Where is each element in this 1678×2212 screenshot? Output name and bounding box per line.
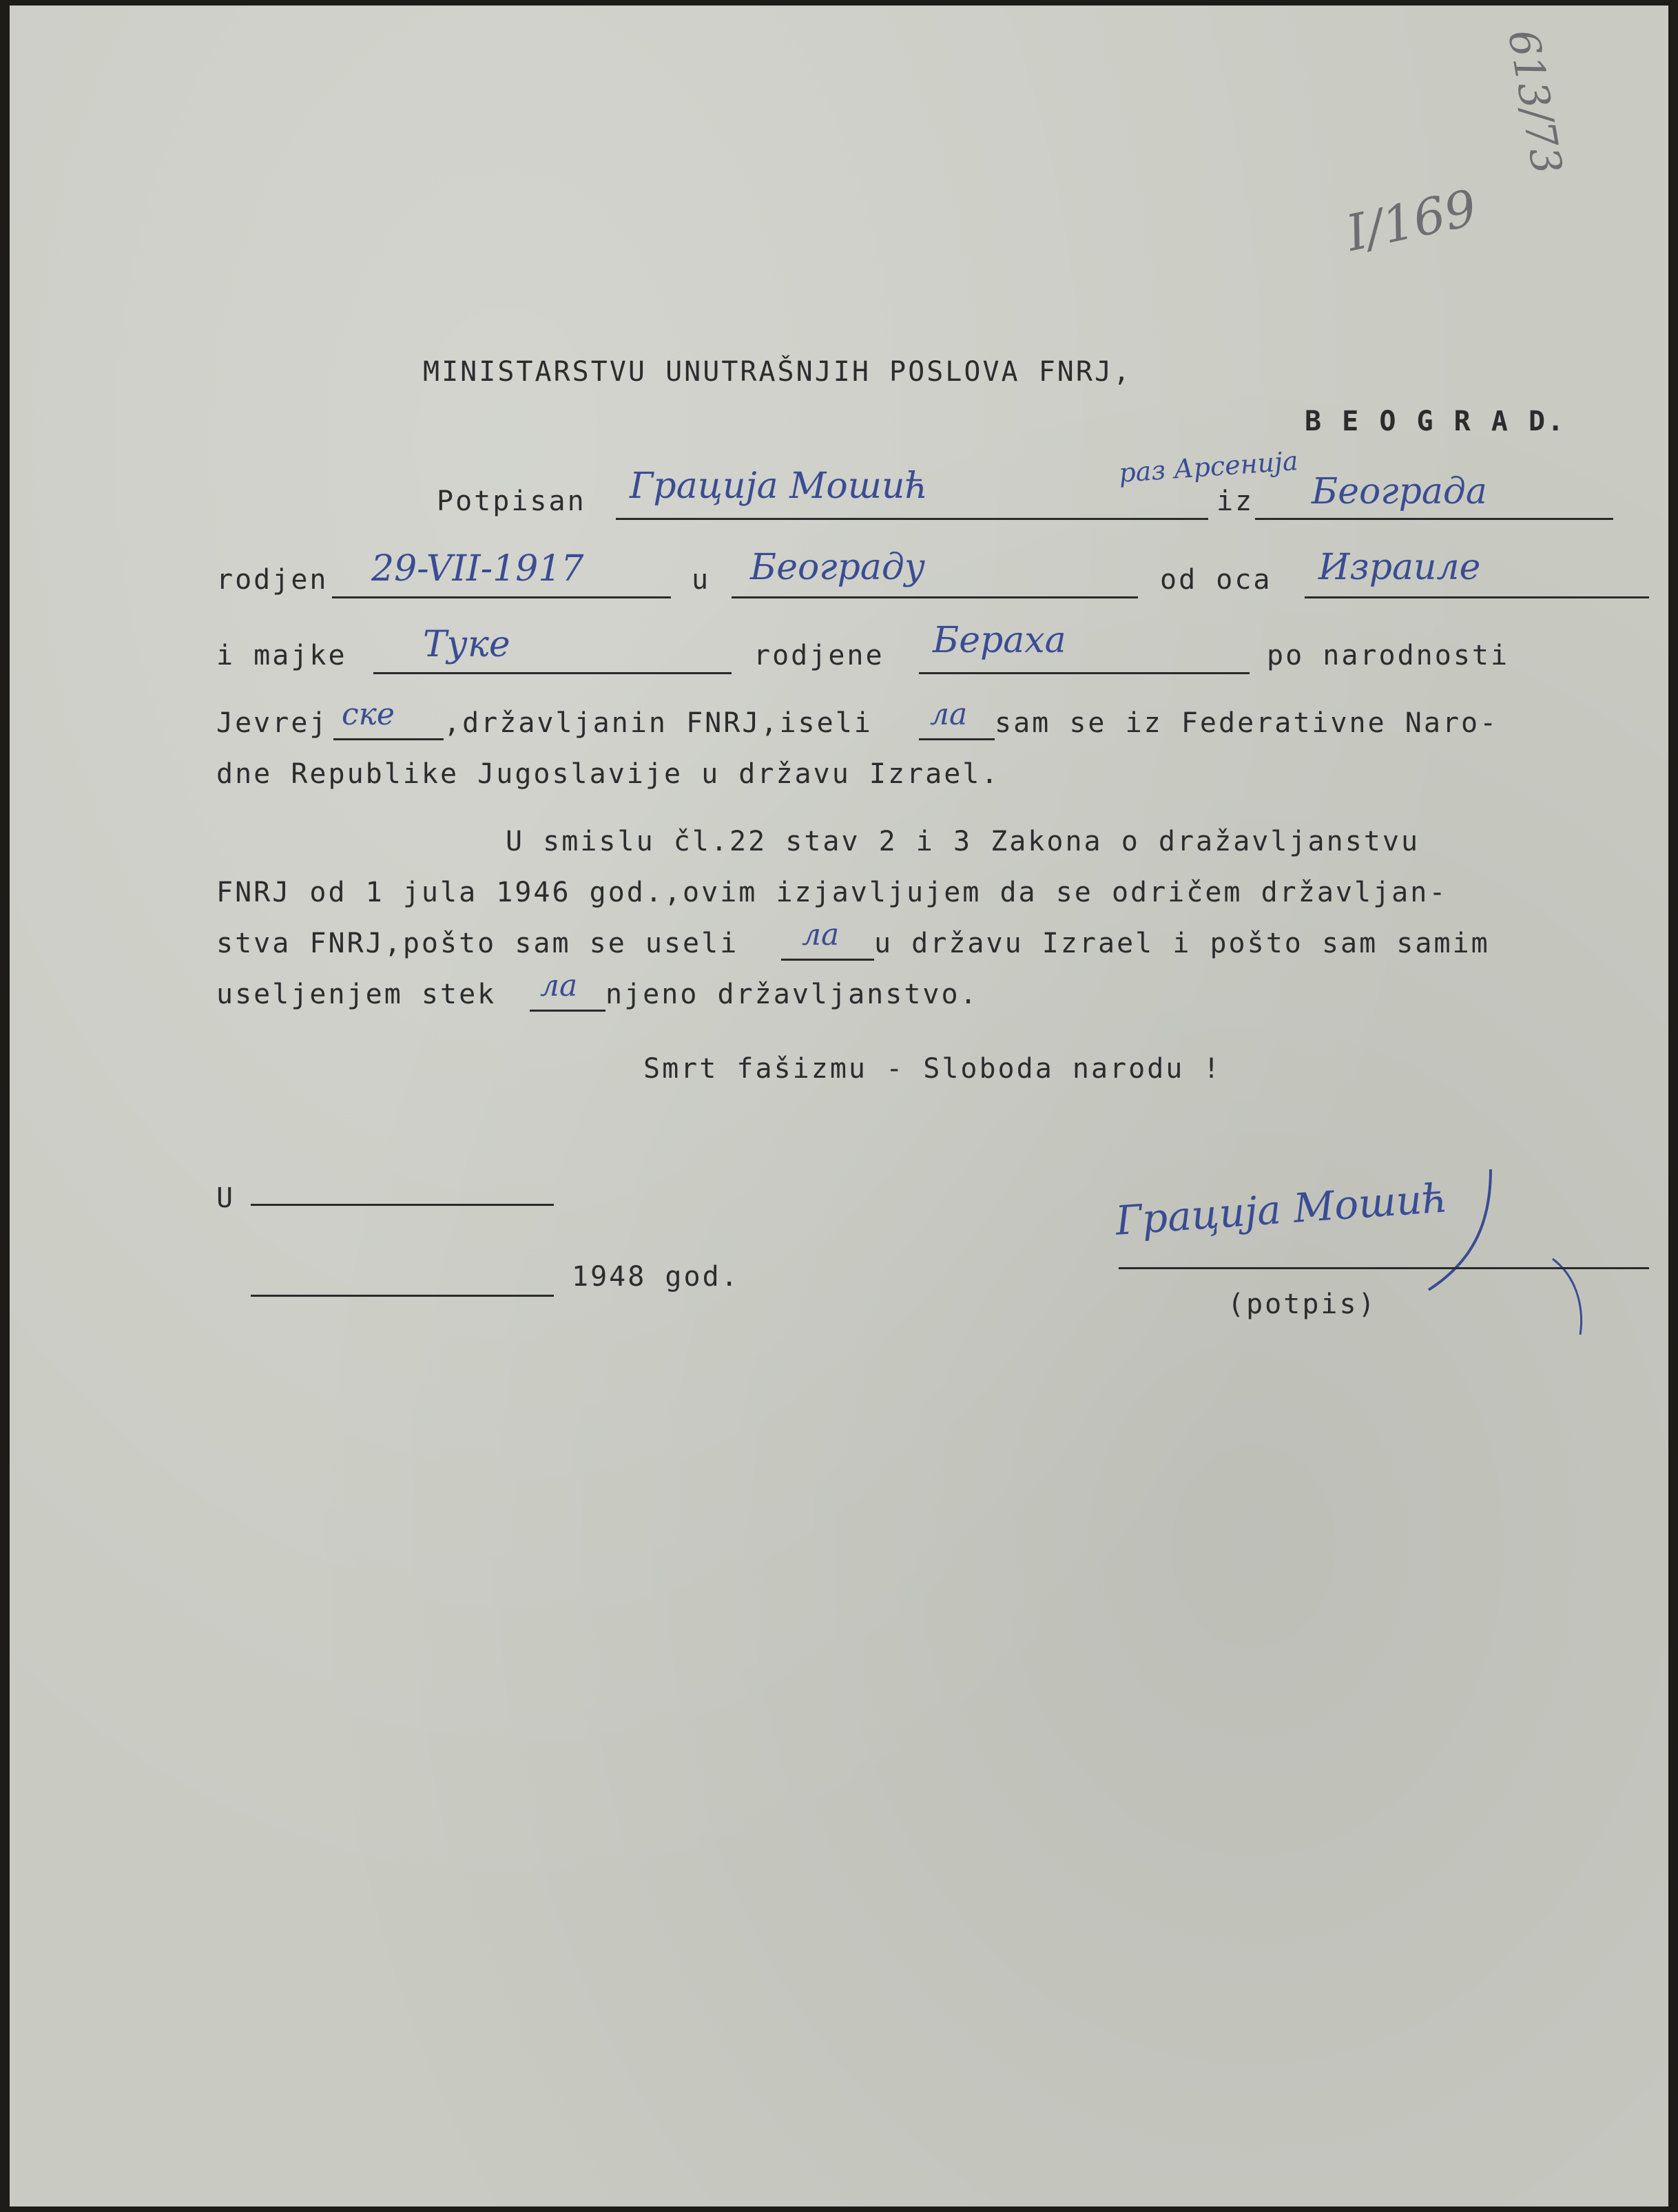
date-underline — [251, 1295, 554, 1297]
maiden-label: rodjene — [754, 640, 884, 671]
name-underline — [616, 518, 1208, 520]
birth-date-underline — [332, 596, 671, 598]
gender-suffix-3: ла — [540, 968, 578, 1003]
name-extra: раз Арсенија — [1117, 445, 1299, 489]
birth-date: 29-VII-1917 — [371, 548, 584, 589]
declaration-line-4a: useljenjem stek — [216, 979, 497, 1010]
from-value: Београда — [1312, 471, 1487, 512]
maiden-underline — [919, 672, 1250, 674]
nationality-label: po narodnosti — [1267, 640, 1510, 671]
gender-suffix-2: ла — [802, 917, 840, 952]
year-text: 1948 god. — [572, 1261, 740, 1293]
place-label: U — [216, 1182, 236, 1214]
signed-label: Potpisan — [437, 486, 586, 517]
city-heading: B E O G R A D. — [1305, 406, 1566, 437]
mother-label: i majke — [216, 640, 347, 671]
father-label: od oca — [1160, 564, 1272, 596]
page-number: I/169 — [1341, 178, 1482, 262]
born-label: rodjen — [216, 564, 329, 596]
declaration-line-1: U smislu čl.22 stav 2 i 3 Zakona o dražavljanstvu — [506, 826, 1420, 857]
mother-name: Туке — [423, 624, 510, 665]
declaration-line-2: FNRJ od 1 jula 1946 god.,ovim izjavljujem da se odričem državljan- — [216, 877, 1448, 908]
gender-suffix-2-underline — [781, 959, 874, 961]
jevrej-text: Jevrej — [216, 707, 329, 739]
father-underline — [1305, 596, 1649, 598]
in-label: u — [692, 564, 711, 596]
file-number: 613/73 — [1498, 26, 1571, 178]
signature-label: (potpis) — [1228, 1288, 1377, 1320]
maiden-name: Бераха — [933, 620, 1066, 661]
signature-underline — [1119, 1267, 1649, 1269]
signature-flourish — [1105, 1142, 1656, 1348]
father-name: Израиле — [1318, 547, 1481, 588]
from-underline — [1255, 518, 1613, 520]
republic-text: dne Republike Jugoslavije u državu Izrael. — [216, 758, 1000, 790]
ministry-heading: MINISTARSTVU UNUTRAŠNJIH POSLOVA FNRJ, — [423, 356, 1132, 388]
birth-place-underline — [732, 596, 1138, 598]
place-underline — [251, 1204, 554, 1206]
emigrated-text: sam se iz Federativne Naro- — [995, 707, 1499, 739]
name-value: Грација Мошић — [630, 466, 928, 507]
birth-place: Београду — [750, 547, 925, 588]
citizen-text: ,državljanin FNRJ,iseli — [444, 707, 873, 739]
mother-underline — [373, 672, 732, 674]
signature: Грација Мошић — [1114, 1174, 1449, 1244]
gender-suffix-1-underline — [919, 738, 995, 740]
nationality-suffix-underline — [333, 738, 444, 740]
gender-suffix-3-underline — [530, 1010, 605, 1012]
slogan: Smrt fašizmu - Sloboda narodu ! — [643, 1053, 1222, 1085]
declaration-line-4b: njeno državljanstvo. — [605, 979, 979, 1010]
declaration-line-3b: u državu Izrael i pošto sam samim — [874, 928, 1490, 959]
from-label: iz — [1216, 486, 1254, 517]
gender-suffix-1: ла — [930, 697, 968, 732]
document-page — [10, 6, 1668, 2206]
nationality-suffix: ске — [342, 697, 395, 732]
declaration-line-3a: stva FNRJ,pošto sam se useli — [216, 928, 739, 959]
